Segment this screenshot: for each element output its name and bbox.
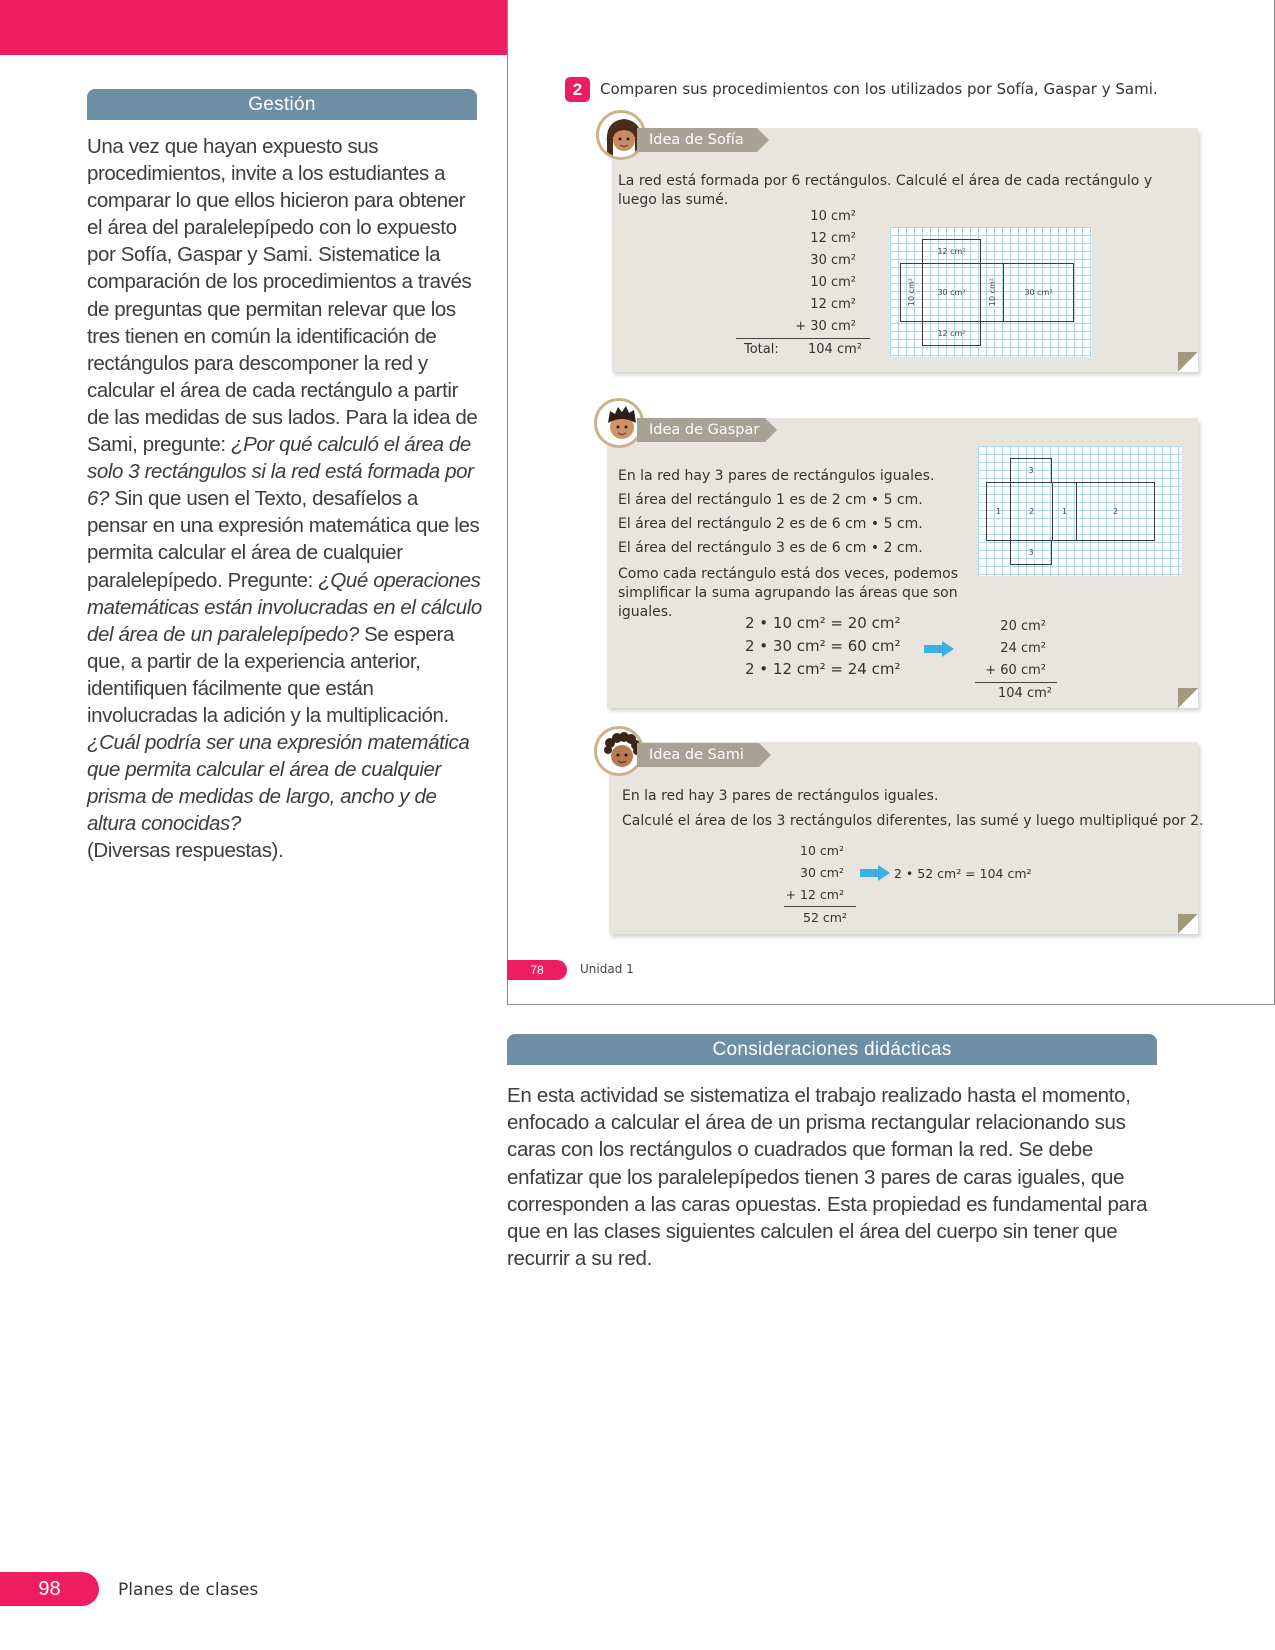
net-label: 10 cm² bbox=[987, 278, 997, 307]
sofia-addend: 30 cm² bbox=[810, 253, 856, 268]
net-label: 12 cm² bbox=[937, 329, 966, 338]
net-face-top bbox=[1010, 458, 1052, 483]
sofia-addend: 12 cm² bbox=[810, 297, 856, 312]
net-face-right-side bbox=[980, 263, 1004, 322]
gestion-text-2: Sin que usen el Texto, desafíelos a pensar en una expresión matemática que les permita calcular el área de cualquier paralelepípedo. Pregunte: bbox=[87, 487, 480, 592]
gestion-paragraph bbox=[87, 133, 482, 865]
net-face-left bbox=[986, 482, 1011, 541]
sami-addend: 30 cm² bbox=[800, 865, 844, 880]
gestion-body bbox=[87, 133, 482, 865]
sum-divider bbox=[784, 906, 856, 907]
page-number: 98 bbox=[0, 1572, 99, 1606]
consideraciones-header: Consideraciones didácticas bbox=[507, 1034, 1157, 1065]
sofia-total-label: Total: bbox=[744, 342, 779, 357]
gestion-text-3: Se espera que, a partir de la experiencia anterior, identifiquen fácilmente que están involucradas la adición y la multiplicación. bbox=[87, 622, 454, 727]
net-label: 1 bbox=[1061, 507, 1068, 516]
net-face-center bbox=[1010, 482, 1053, 541]
gaspar-conclusion: Como cada rectángulo está dos veces, podemos simplificar la suma agrupando las áreas que son iguales. bbox=[618, 566, 959, 620]
net-face-bottom bbox=[922, 321, 981, 346]
page-fold-corner bbox=[1178, 352, 1198, 372]
gaspar-product: 2 • 30 cm² = 60 cm² bbox=[745, 637, 901, 655]
gaspar-product: 2 • 12 cm² = 24 cm² bbox=[745, 660, 901, 678]
gestion-question-1: ¿Por qué calculó el área de solo 3 rectángulos si la red está formada por 6? bbox=[87, 433, 474, 511]
activity-number-badge: 2 bbox=[565, 77, 590, 102]
gaspar-addend: 24 cm² bbox=[1000, 641, 1046, 656]
gaspar-lines bbox=[618, 464, 934, 560]
right-arrow-icon bbox=[860, 865, 890, 881]
net-label: 1 bbox=[995, 507, 1002, 516]
net-face-top bbox=[922, 239, 981, 264]
gaspar-line: El área del rectángulo 3 es de 6 cm • 2 cm. bbox=[618, 540, 923, 556]
sum-divider bbox=[736, 338, 870, 339]
right-arrow-icon bbox=[924, 641, 954, 657]
sami-addend: + 12 cm² bbox=[785, 887, 844, 902]
net-label: 30 cm² bbox=[937, 288, 966, 297]
net-label: 2 bbox=[1028, 507, 1035, 516]
gestion-question-3: ¿Cuál podría ser una expresión matemática que permita calcular el área de cualquier prisma de medidas de largo, ancho y de altura conocidas? bbox=[87, 731, 470, 836]
gaspar-net-grid bbox=[978, 446, 1182, 576]
net-face-right bbox=[1076, 482, 1155, 541]
gaspar-addend: 20 cm² bbox=[1000, 619, 1046, 634]
net-label: 30 cm² bbox=[1024, 288, 1053, 297]
page-fold-corner bbox=[1178, 914, 1198, 934]
sofia-total-value: 104 cm² bbox=[808, 342, 862, 357]
gaspar-line: El área del rectángulo 1 es de 2 cm • 5 cm. bbox=[618, 492, 923, 508]
net-face-center bbox=[922, 263, 981, 322]
sofia-sum-column bbox=[790, 206, 856, 338]
sami-subtotal: 52 cm² bbox=[803, 910, 847, 925]
gaspar-line: En la red hay 3 pares de rectángulos iguales. bbox=[618, 468, 935, 484]
sofia-addend: 10 cm² bbox=[810, 209, 856, 224]
gaspar-line: El área del rectángulo 2 es de 6 cm • 5 cm. bbox=[618, 516, 923, 532]
gaspar-idea-tag: Idea de Gaspar bbox=[637, 418, 765, 442]
sofia-addend: + 30 cm² bbox=[795, 319, 856, 334]
gestion-header: Gestión bbox=[87, 89, 477, 120]
sofia-idea-tag: Idea de Sofía bbox=[637, 128, 757, 152]
top-accent-band bbox=[0, 0, 507, 55]
sami-idea-tag: Idea de Sami bbox=[637, 743, 759, 767]
sami-addend: 10 cm² bbox=[800, 843, 844, 858]
consideraciones-body: En esta actividad se sistematiza el trabajo realizado hasta el momento, enfocado a calcular el área de un prisma rectangular relacionando sus caras con los rectángulos o cuadrados que forman la red. Se debe enfatizar que los paralelepípedos tienen 3 pares de caras iguales, que corresponden a las caras opuestas. Esta propiedad es fundamental para que en las clases siguientes calculen el área del cuerpo sin tener que recurrir a su red. bbox=[507, 1084, 1148, 1271]
net-face-left bbox=[900, 263, 923, 322]
page-fold-corner bbox=[1178, 688, 1198, 708]
footer-title: Planes de clases bbox=[118, 1580, 259, 1600]
net-label: 10 cm² bbox=[907, 278, 916, 307]
gaspar-addend: + 60 cm² bbox=[985, 663, 1046, 678]
net-face-right bbox=[1003, 263, 1074, 322]
sami-result: 2 • 52 cm² = 104 cm² bbox=[894, 866, 1032, 881]
sami-line-2: Calculé el área de los 3 rectángulos diferentes, las sumé y luego multipliqué por 2. bbox=[622, 813, 1204, 829]
net-face-right-side bbox=[1052, 482, 1077, 541]
net-label: 3 bbox=[1028, 466, 1034, 475]
gaspar-product: 2 • 10 cm² = 20 cm² bbox=[745, 614, 901, 632]
gestion-question-2: ¿Qué operaciones matemáticas están involucradas en el cálculo del área de un paralelepípedo? bbox=[87, 568, 482, 646]
net-label: 2 bbox=[1112, 507, 1119, 516]
sami-idea-card bbox=[609, 742, 1198, 934]
net-face-bottom bbox=[1010, 540, 1052, 565]
gaspar-sum-column bbox=[984, 616, 1046, 682]
gaspar-products bbox=[745, 612, 901, 681]
sofia-explanation: La red está formada por 6 rectángulos. Calculé el área de cada rectángulo y luego las sumé. bbox=[618, 173, 1153, 208]
sofia-net-grid bbox=[890, 227, 1092, 357]
sami-line-1: En la red hay 3 pares de rectángulos iguales. bbox=[622, 788, 939, 804]
sami-sum-column bbox=[778, 840, 844, 906]
sum-divider bbox=[975, 682, 1057, 683]
student-page-number: 78 bbox=[507, 960, 567, 980]
student-page-unit: Unidad 1 bbox=[580, 962, 634, 976]
activity-instruction: Comparen sus procedimientos con los utilizados por Sofía, Gaspar y Sami. bbox=[600, 80, 1158, 98]
gestion-text-1: Una vez que hayan expuesto sus procedimientos, invite a los estudiantes a comparar lo que ellos hicieron para obtener el área del paralelepípedo con lo expuesto por Sofía, Gaspar y Sami. Sistematice la comparación de los procedimientos a través de preguntas que permitan relevar que los tres tienen en común la identificación de rectángulos para descomponer la red y calcular el área de cada rectángulo a partir de las medidas de sus lados. Para la idea de Sami, pregunte: bbox=[87, 135, 478, 457]
net-label: 3 bbox=[1028, 548, 1034, 557]
gaspar-total: 104 cm² bbox=[998, 686, 1052, 701]
sofia-addend: 12 cm² bbox=[810, 231, 856, 246]
net-label: 12 cm² bbox=[937, 247, 966, 256]
gestion-text-4: (Diversas respuestas). bbox=[87, 839, 284, 863]
sofia-addend: 10 cm² bbox=[810, 275, 856, 290]
